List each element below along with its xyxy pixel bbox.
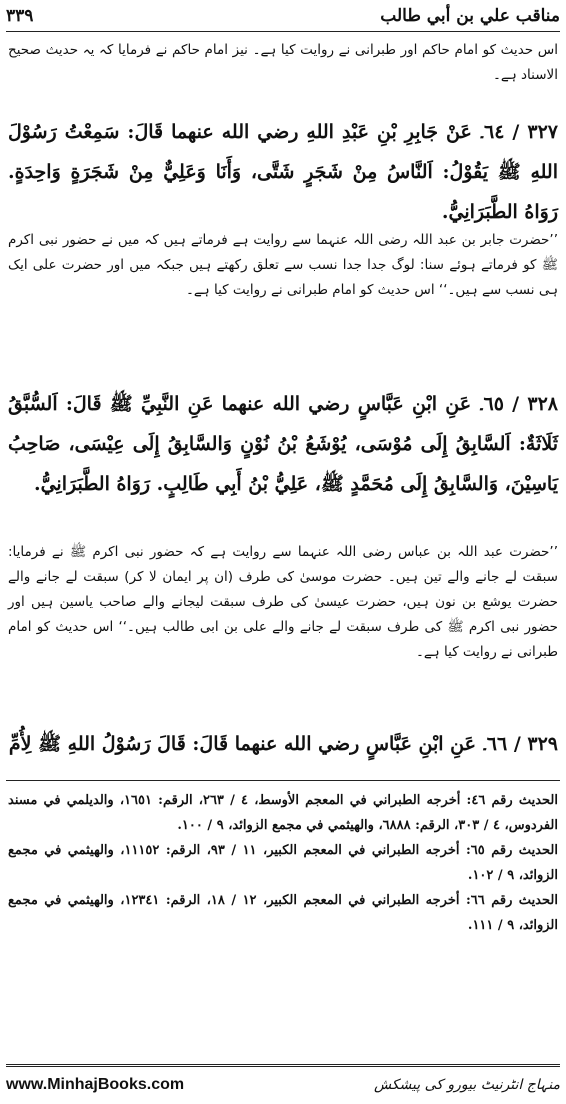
hadith-number: ۳۲۸ / ٦٥۔ xyxy=(479,393,558,415)
hadith-text: عَنْ جَابِرِ بْنِ عَبْدِ اللهِ رضي الله عنهما قَالَ: سَمِعْتُ رَسُوْلَ اللهِ ﷺ يَقُوْلُ: اَلنَّاسُ مِنْ شَجَرٍ شَتَّى، وَأَنَا وَعَلِيٌّ مِنْ شَجَرَةٍ وَاحِدَةٍ. رَوَاهُ الطَّبَرَانِيُّ. xyxy=(8,121,558,223)
hadith-329 xyxy=(8,724,558,764)
running-title: مناقب علي بن أبي طالب xyxy=(380,6,560,26)
hadith-text: عَنِ ابْنِ عَبَّاسٍ رضي الله عنهما عَنِ النَّبِيِّ ﷺ قَالَ: اَلسُّبَّقُ ثَلَاثَةٌ: اَلسَّابِقُ إِلَى مُوْسَى، يُوْشَعُ بْنُ نُوْنٍ وَالسَّابِقُ إِلَى عِيْسَى، صَاحِبُ يَاسِيْنَ، وَالسَّابِقُ إِلَى مُحَمَّدٍ ﷺ، عَلِيُّ بْنُ أَبِي طَالِبٍ. رَوَاهُ الطَّبَرَانِيُّ. xyxy=(8,393,558,495)
hadith-number: ۳۲۷ / ٦٤۔ xyxy=(479,121,558,143)
hadith-327 xyxy=(8,112,558,232)
translation-328: ’’حضرت عبد اللہ بن عباس رضی اللہ عنہما سے روایت ہے کہ حضور نبی اکرم ﷺ نے فرمایا: سبقت لے جانے والے تین ہیں۔ حضرت موسیٰ کی طرف (ان پر ایمان لا کر) سبقت لے جانے والے حضرت یوشع بن نون ہیں، حضرت عیسیٰ کی طرف سبقت لیجانے والے صاحب یاسین ہیں اور حضور نبی اکرم ﷺ کی طرف سبقت لے جانے والے علی بن ابی طالب ہیں۔‘‘ اس حدیث کو امام طبرانی نے روایت کیا ہے۔ xyxy=(8,544,558,660)
intro-paragraph: اس حدیث کو امام حاکم اور طبرانی نے روایت کیا ہے۔ نیز امام حاکم نے فرمایا کہ یہ حدیث صحیح الاسناد ہے۔ xyxy=(8,42,558,83)
translation-327: ’’حضرت جابر بن عبد اللہ رضی اللہ عنہما سے روایت ہے فرماتے ہیں کہ میں نے حضور نبی اکرم ﷺ کو فرماتے ہوئے سنا: لوگ جدا جدا نسب سے تعلق رکھتے ہیں جبکہ میں اور حضرت علی ایک ہی نسب سے ہیں۔‘‘ اس حدیث کو امام طبرانی نے روایت کیا ہے۔ xyxy=(8,232,558,298)
hadith-328 xyxy=(8,384,558,504)
footnote-65: الحديث رقم ٦٥: أخرجه الطبراني في المعجم الكبير، ١١ / ٩٣، الرقم: ١١١٥٢، والهيثمي في مجمع الزوائد، ٩ / ١٠٢. xyxy=(8,843,558,883)
footnote-rule xyxy=(6,780,560,781)
footnote-46: الحديث رقم ٤٦: أخرجه الطبراني في المعجم الأوسط، ٤ / ٢٦٣، الرقم: ١٦٥١، والديلمي في مسند الفردوس، ٤ / ٣٠٣، الرقم: ٦٨٨٨، والهيثمي في مجمع الزوائد، ٩ / ١٠٠. xyxy=(8,793,558,833)
page-footer xyxy=(6,1072,560,1098)
publisher-credit: منہاج انٹرنیٹ بیورو کی پیشکش xyxy=(373,1077,560,1093)
header-rule xyxy=(6,31,560,32)
hadith-text: عَنِ ابْنِ عَبَّاسٍ رضي الله عنهما قَالَ: قَالَ رَسُوْلُ اللهِ ﷺ لِأُمِّ xyxy=(8,733,476,755)
footnote-66: الحديث رقم ٦٦: أخرجه الطبراني في المعجم الكبير، ١٢ / ١٨، الرقم: ١٢٣٤١، والهيثمي في مجمع الزوائد، ٩ / ١١١. xyxy=(8,893,558,933)
page-header xyxy=(6,4,560,28)
footer-rule xyxy=(6,1064,560,1067)
website-link[interactable]: www.MinhajBooks.com xyxy=(6,1076,185,1093)
footnotes xyxy=(8,788,558,938)
hadith-number: ۳۲۹ / ٦٦۔ xyxy=(482,733,558,755)
page-number: ۳۳۹ xyxy=(6,6,34,26)
